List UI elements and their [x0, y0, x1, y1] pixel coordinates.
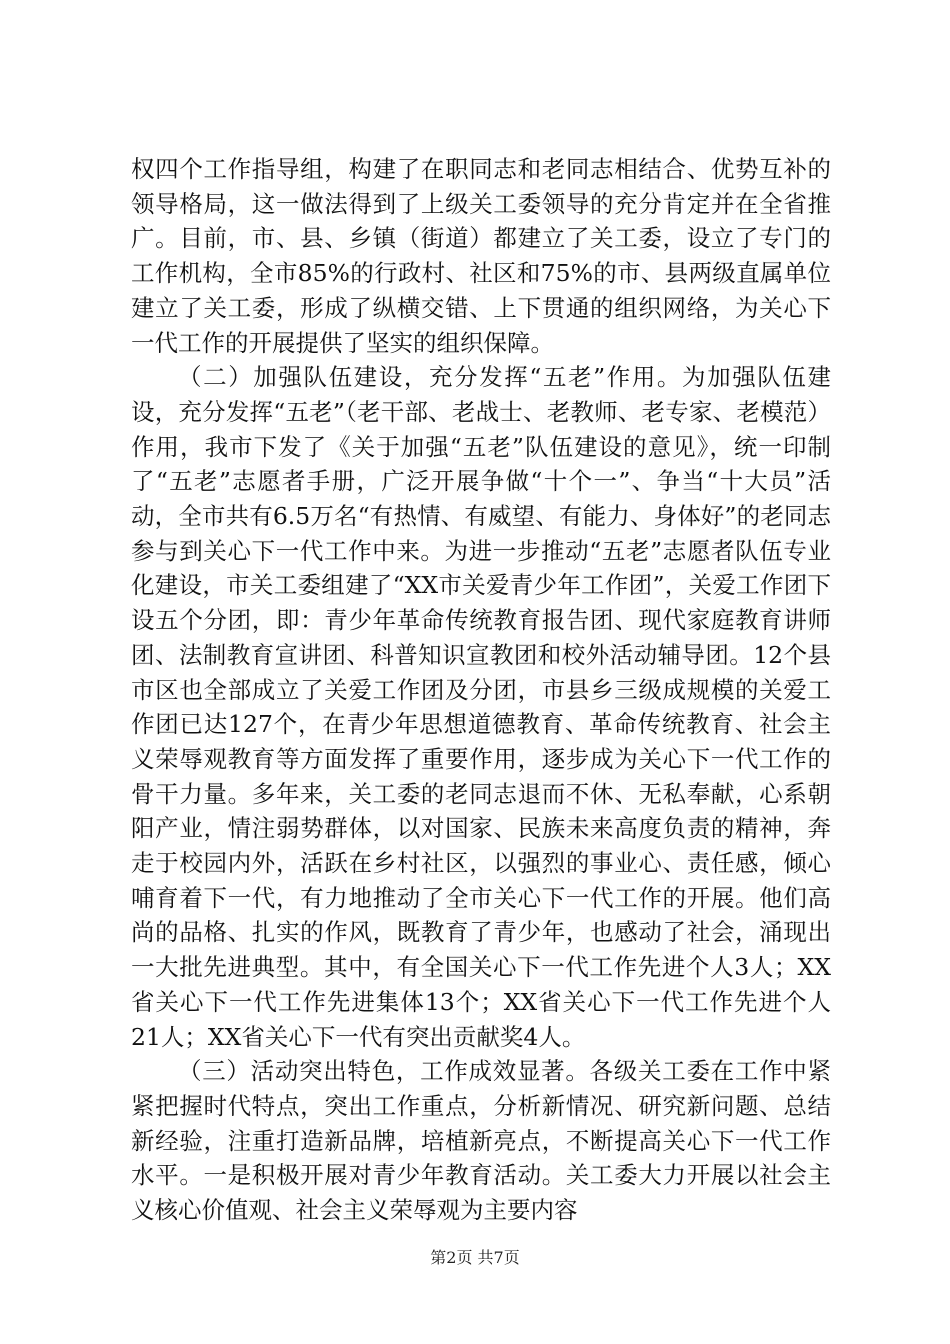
paragraph-section-two: （二）加强队伍建设，充分发挥“五老”作用。为加强队伍建设，充分发挥“五老”（老干部、老战士、老教师、老专家、老模范）作用，我市下发了《关于加强“五老”队伍建设的意见》，统一印制了“五老”志愿者手册，广泛开展争做“十个一”、争当“十大员”活动，全市共有6.5万名“有热情、有威望、有能力、身体好”的老同志参与到关心下一代工作中来。为进一步推动“五老”志愿者队伍专业化建设，市关工委组建了“XX市关爱青少年工作团”，关爱工作团下设五个分团，即：青少年革命传统教育报告团、现代家庭教育讲师团、法制教育宣讲团、科普知识宣教团和校外活动辅导团。12个县市区也全部成立了关爱工作团及分团，市县乡三级成规模的关爱工作团已达127个，在青少年思想道德教育、革命传统教育、社会主义荣辱观教育等方面发挥了重要作用，逐步成为关心下一代工作的骨干力量。多年来，关工委的老同志退而不休、无私奉献，心系朝阳产业，情注弱势群体，以对国家、民族未来高度负责的精神，奔走于校园内外，活跃在乡村社区，以强烈的事业心、责任感，倾心哺育着下一代，有力地推动了全市关心下一代工作的开展。他们高尚的品格、扎实的作风，既教育了青少年，也感动了社会，涌现出一大批先进典型。其中，有全国关心下一代工作先进个人3人；XX省关心下一代工作先进集体13个；XX省关心下一代工作先进个人21人；XX省关心下一代有突出贡献奖4人。 — [131, 363, 831, 1051]
paragraph-continuation: 权四个工作指导组，构建了在职同志和老同志相结合、优势互补的领导格局，这一做法得到了上级关工委领导的充分肯定并在全省推广。目前，市、县、乡镇（街道）都建立了关工委，设立了专门的工作机构，全市85%的行政村、社区和75%的市、县两级直属单位建立了关工委，形成了纵横交错、上下贯通的组织网络，为关心下一代工作的开展提供了坚实的组织保障。 — [131, 155, 831, 357]
paragraph-section-three: （三）活动突出特色，工作成效显著。各级关工委在工作中紧紧把握时代特点，突出工作重点，分析新情况、研究新问题、总结新经验，注重打造新品牌，培植新亮点，不断提高关心下一代工作水平。一是积极开展对青少年教育活动。关工委大力开展以社会主义核心价值观、社会主义荣辱观为主要内容 — [131, 1057, 831, 1225]
page-footer — [0, 1245, 950, 1268]
page-number-label: 第2页 共7页 — [430, 1248, 520, 1267]
document-body — [131, 152, 831, 1228]
